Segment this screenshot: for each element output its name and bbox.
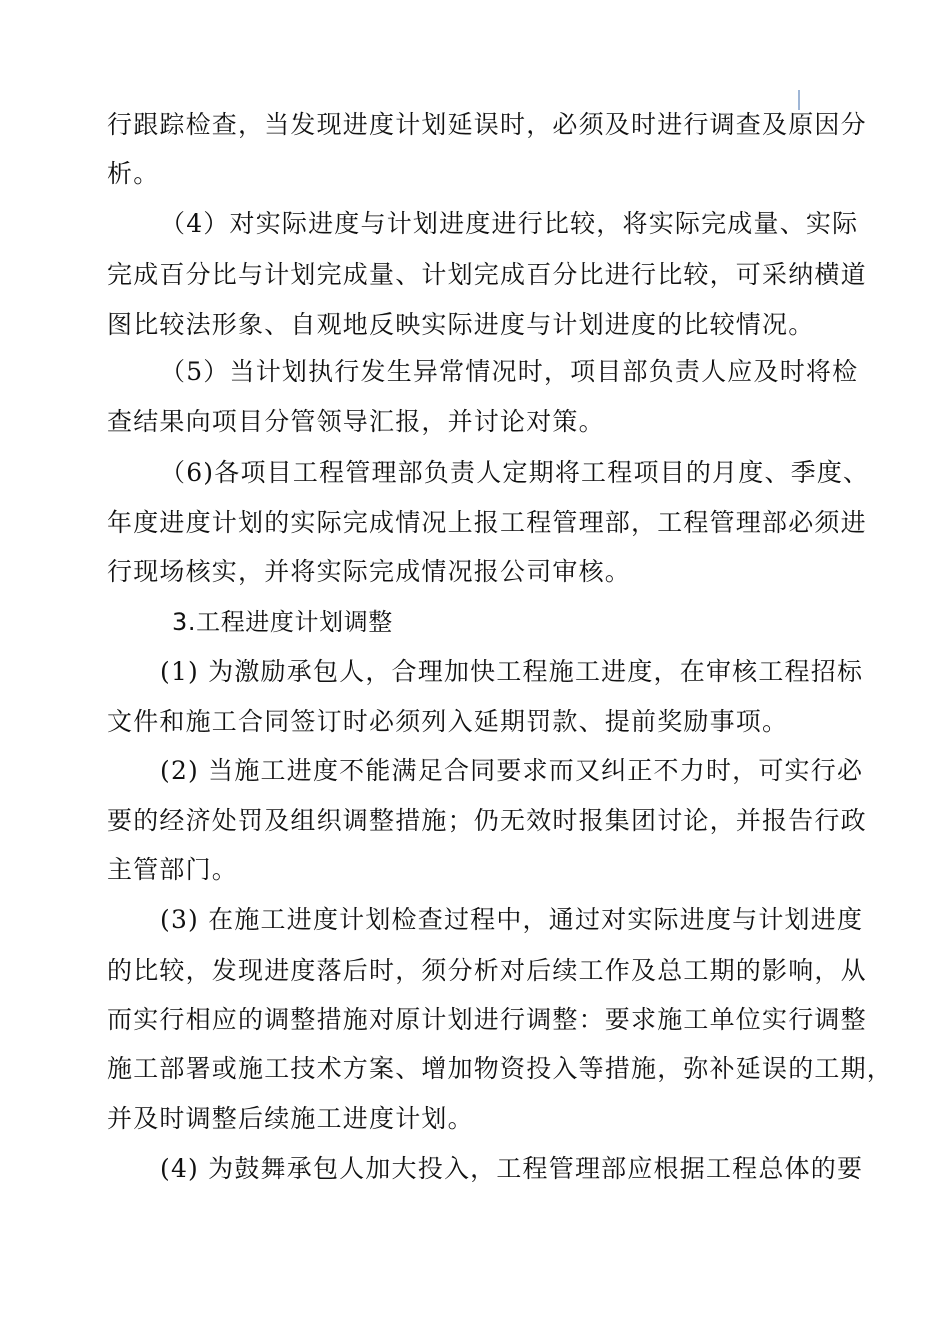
text-line-6: （5）当计划执行发生异常情况时，项目部负责人应及时将检 bbox=[160, 357, 859, 386]
text-line-10: 行现场核实，并将实际完成情况报公司审核。 bbox=[107, 557, 632, 586]
text-line-17: (3) 在施工进度计划检查过程中，通过对实际进度与计划进度 bbox=[160, 905, 864, 934]
text-line-15: 要的经济处罚及组织调整措施；仍无效时报集团讨论，并报告行政 bbox=[107, 806, 867, 835]
text-line-7: 查结果向项目分管领导汇报，并讨论对策。 bbox=[107, 407, 605, 436]
text-line-9: 年度进度计划的实际完成情况上报工程管理部，工程管理部必须进 bbox=[107, 508, 867, 537]
text-line-5: 图比较法形象、自观地反映实际进度与计划进度的比较情况。 bbox=[107, 310, 815, 339]
text-line-21: 并及时调整后续施工进度计划。 bbox=[107, 1104, 474, 1133]
text-line-16: 主管部门。 bbox=[107, 855, 239, 884]
text-cursor-mark bbox=[798, 90, 800, 110]
text-line-19: 而实行相应的调整措施对原计划进行调整：要求施工单位实行调整 bbox=[107, 1005, 867, 1034]
text-line-20: 施工部署或施工技术方案、增加物资投入等措施，弥补延误的工期， bbox=[107, 1054, 894, 1083]
text-line-22: (4) 为鼓舞承包人加大投入，工程管理部应根据工程总体的要 bbox=[160, 1154, 864, 1183]
text-line-12: (1) 为激励承包人，合理加快工程施工进度，在审核工程招标 bbox=[160, 657, 864, 686]
text-line-1: 行跟踪检查，当发现进度计划延误时，必须及时进行调查及原因分 bbox=[107, 110, 867, 139]
text-line-13: 文件和施工合同签订时必须列入延期罚款、提前奖励事项。 bbox=[107, 707, 789, 736]
text-line-14: (2) 当施工进度不能满足合同要求而又纠正不力时，可实行必 bbox=[160, 756, 864, 785]
text-line-18: 的比较，发现进度落后时，须分析对后续工作及总工期的影响，从 bbox=[107, 956, 867, 985]
text-line-2: 析。 bbox=[107, 159, 160, 188]
section-heading: 3.工程进度计划调整 bbox=[172, 608, 393, 636]
text-line-4: 完成百分比与计划完成量、计划完成百分比进行比较，可采纳横道 bbox=[107, 260, 867, 289]
text-line-3: （4）对实际进度与计划进度进行比较，将实际完成量、实际 bbox=[160, 209, 859, 238]
text-line-8: （6)各项目工程管理部负责人定期将工程项目的月度、季度、 bbox=[160, 458, 870, 487]
